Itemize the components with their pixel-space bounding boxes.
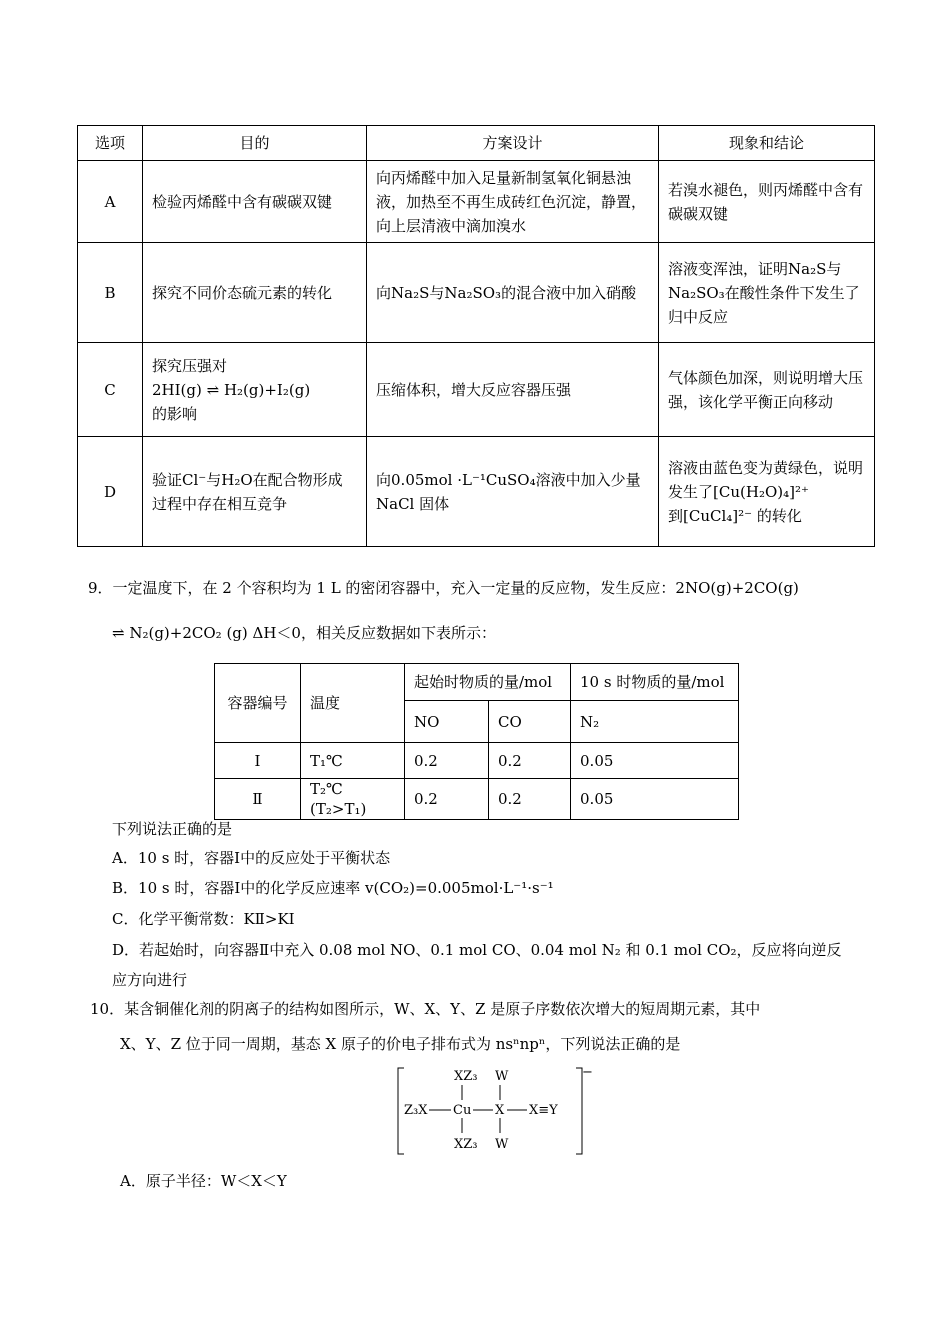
q9-prompt: 下列说法正确的是 [112,820,233,838]
bot-xz3: XZ₃ [454,1137,478,1152]
row-result: 若溴水褪色，则丙烯醛中含有碳碳双键 [659,161,875,243]
q10-option-a: A．原子半径：W＜X＜Y [120,1172,287,1190]
row-purpose: 检验丙烯醛中含有碳碳双键 [143,161,367,243]
q9-option-a: A．10 s 时，容器Ⅰ中的反应处于平衡状态 [112,849,391,867]
bot-w: W [495,1137,509,1152]
table-row [78,161,875,243]
row-purpose: 验证Cl⁻与H₂O在配合物形成过程中存在相互竞争 [143,437,367,547]
header-purpose: 目的 [143,126,367,161]
header-design: 方案设计 [367,126,659,161]
row-design: 向0.05mol ·L⁻¹CuSO₄溶液中加入少量 NaCl 固体 [367,437,659,547]
q9-line2: ⇌ N₂(g)+2CO₂ (g) ΔH＜0，相关反应数据如下表所示： [112,624,496,642]
h-10s: 10 s 时物质的量/mol [571,664,739,701]
row-option: B [78,243,143,343]
sub-co: CO [489,701,571,743]
table-row: Ⅰ T₁℃ 0.2 0.2 0.05 [215,743,739,779]
table-row: Ⅱ T₂℃(T₂>T₁) 0.2 0.2 0.05 [215,779,739,820]
row-result: 气体颜色加深，则说明增大压强，该化学平衡正向移动 [659,343,875,437]
row-design: 向Na₂S与Na₂SO₃的混合液中加入硝酸 [367,243,659,343]
row-result: 溶液变浑浊，证明Na₂S与 Na₂SO₃在酸性条件下发生了归中反应 [659,243,875,343]
center-x: X [495,1103,505,1118]
right-xy: X≡Y [529,1103,558,1118]
row-option: A [78,161,143,243]
row-option: C [78,343,143,437]
q9-option-c: C．化学平衡常数：KⅡ>KⅠ [112,910,295,928]
anion-structure-diagram [396,1066,596,1156]
sub-n2: N₂ [571,701,739,743]
q9-option-d-cont: 应方向进行 [112,971,188,989]
table-row [78,437,875,547]
row-design: 压缩体积，增大反应容器压强 [367,343,659,437]
header-result: 现象和结论 [659,126,875,161]
row-result: 溶液由蓝色变为黄绿色，说明发生了[Cu(H₂O)₄]²⁺ 到[CuCl₄]²⁻ 的转化 [659,437,875,547]
table-row [78,243,875,343]
row-purpose: 探究压强对 2HI(g) ⇌ H₂(g)+I₂(g) 的影响 [143,343,367,437]
sub-no: NO [405,701,489,743]
row-option: D [78,437,143,547]
q9-line1: 9．一定温度下，在 2 个容积均为 1 L 的密闭容器中，充入一定量的反应物，发生反应：2NO(g)+2CO(g) [88,579,799,597]
q9-data-table [214,663,739,820]
top-w: W [495,1069,509,1084]
row-design: 向丙烯醛中加入足量新制氢氧化铜悬浊液，加热至不再生成砖红色沉淀，静置，向上层清液中滴加溴水 [367,161,659,243]
cu-atom: Cu [453,1103,472,1118]
h-start: 起始时物质的量/mol [405,664,571,701]
header-option: 选项 [78,126,143,161]
table-row [78,343,875,437]
q10-line1: 10．某含铜催化剂的阴离子的结构如图所示，W、X、Y、Z 是原子序数依次增大的短周期元素，其中 [90,1000,761,1018]
row-purpose: 探究不同价态硫元素的转化 [143,243,367,343]
charge-label: − [582,1066,593,1080]
q10-line2: X、Y、Z 位于同一周期，基态 X 原子的价电子排布式为 nsⁿnpⁿ，下列说法正确的是 [120,1035,681,1053]
q9-option-d: D．若起始时，向容器Ⅱ中充入 0.08 mol NO、0.1 mol CO、0.04 mol N₂ 和 0.1 mol CO₂，反应将向逆反 [112,941,842,959]
h-temp: 温度 [301,664,405,743]
q9-option-b: B．10 s 时，容器Ⅰ中的化学反应速率 v(CO₂)=0.005mol·L⁻¹·s⁻¹ [112,879,554,897]
experiment-table [77,125,875,547]
table-header-row [78,126,875,161]
h-container: 容器编号 [215,664,301,743]
top-xz3: XZ₃ [454,1069,478,1084]
left-z3x: Z₃X [404,1103,428,1118]
